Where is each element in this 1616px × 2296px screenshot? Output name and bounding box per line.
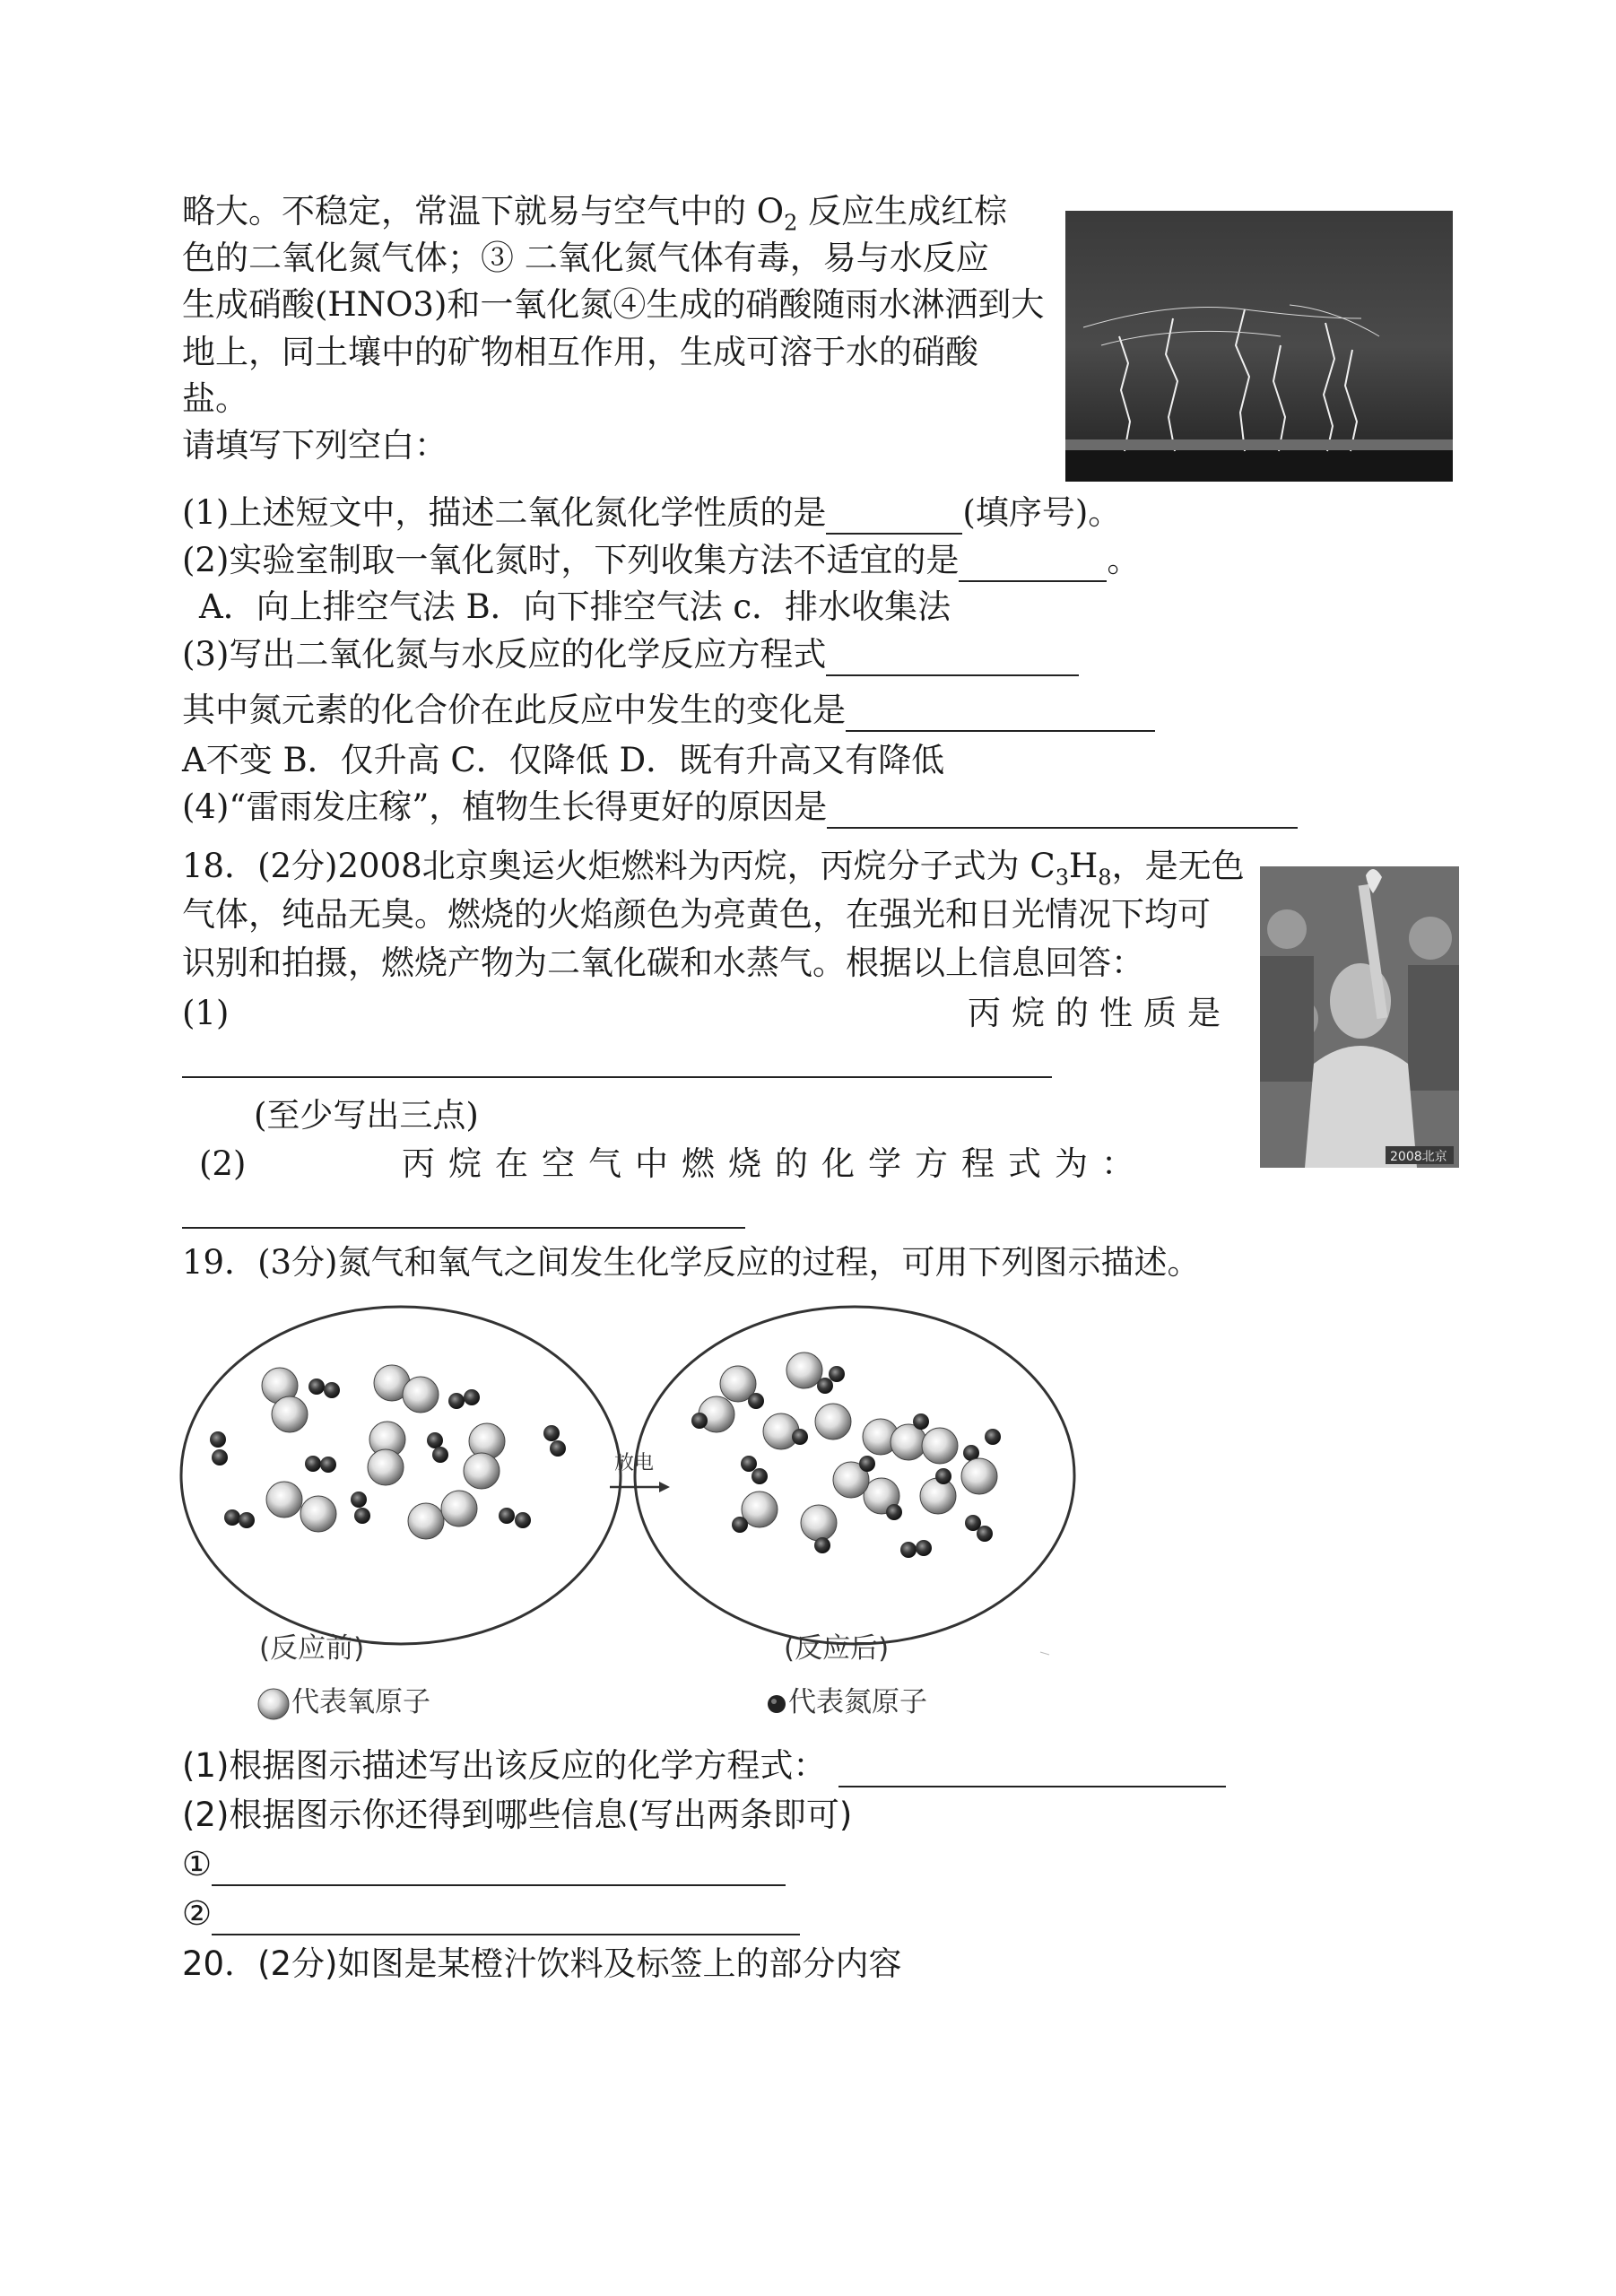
q17-part4-blank[interactable] bbox=[827, 793, 1298, 829]
intro-line-5: 盐。 bbox=[182, 379, 248, 418]
q18-part1-blank[interactable] bbox=[182, 1076, 1052, 1078]
arrow-label: 放电 bbox=[614, 1452, 655, 1474]
q18-part1-text: 丙烷的性质是 bbox=[968, 994, 1231, 1032]
q19-part1-blank[interactable] bbox=[838, 1752, 1226, 1787]
q17-part2-options: A．向上排空气法 B．向下排空气法 c．排水收集法 bbox=[199, 587, 951, 626]
q17-part4: (4)“雷雨发庄稼”，植物生长得更好的原因是 bbox=[182, 786, 1298, 829]
q17-part3-sub-blank[interactable] bbox=[846, 696, 1155, 732]
q19-item-2-blank[interactable] bbox=[212, 1900, 800, 1935]
q18-part2-text: 丙烷在空气中燃烧的化学方程式为： bbox=[402, 1144, 1148, 1183]
q17-part2: (2)实验室制取一氧化氮时，下列收集方法不适宜的是 。 bbox=[182, 539, 1140, 582]
intro-line-3: 生成硝酸(HNO3)和一氧化氮④生成的硝酸随雨水淋洒到大 bbox=[182, 285, 1045, 324]
q17-part2-blank[interactable] bbox=[959, 546, 1107, 582]
q17-part1: (1)上述短文中，描述二氧化氮化学性质的是 (填序号)。 bbox=[182, 491, 1121, 535]
q18-part1-note: (至少写出三点) bbox=[254, 1096, 479, 1135]
q18-part2-number: (2) bbox=[199, 1144, 247, 1183]
legend-oxygen bbox=[256, 1679, 430, 1722]
nitrogen-atom-icon bbox=[765, 1692, 788, 1716]
q18-line-3: 识别和拍摄，燃烧产物为二氧化碳和水蒸气。根据以上信息回答： bbox=[182, 944, 1144, 982]
lightning-photo bbox=[1065, 211, 1453, 482]
q17-part1-blank[interactable] bbox=[826, 499, 962, 535]
q19-item-2: ② bbox=[182, 1892, 800, 1935]
q17-part3-sub: 其中氮元素的化合价在此反应中发生的变化是 bbox=[182, 689, 1155, 732]
q19-part2: (2)根据图示你还得到哪些信息(写出两条即可) bbox=[182, 1796, 853, 1834]
legend-nitrogen bbox=[765, 1679, 927, 1719]
after-molecules bbox=[691, 1352, 1001, 1558]
torch-photo bbox=[1260, 866, 1459, 1168]
q18-part1 bbox=[182, 992, 1231, 1035]
q18-part2-blank[interactable] bbox=[182, 1227, 745, 1229]
q19-title: 19．(3分)氮气和氧气之间发生化学反应的过程，可用下列图示描述。 bbox=[182, 1243, 1201, 1282]
intro-line-2: 色的二氧化氮气体；③ 二氧化氮气体有毒，易与水反应 bbox=[182, 239, 989, 277]
legend-oxygen-text: 代表氧原子 bbox=[291, 1686, 430, 1718]
q18-line-2: 气体，纯品无臭。燃烧的火焰颜色为亮黄色，在强光和日光情况下均可 bbox=[182, 895, 1211, 934]
q18-part1-number: (1) bbox=[182, 994, 230, 1032]
torch-photo-caption: 2008北京 bbox=[1390, 1150, 1447, 1164]
intro-line-4: 地上，同土壤中的矿物相互作用，生成可溶于水的硝酸 bbox=[182, 333, 978, 371]
q19-part1: (1)根据图示描述写出该反应的化学方程式： bbox=[182, 1744, 1226, 1787]
legend-nitrogen-text: 代表氮原子 bbox=[788, 1686, 927, 1718]
q19-item-1-blank[interactable] bbox=[212, 1850, 786, 1886]
oxygen-atom-icon bbox=[256, 1686, 291, 1722]
q18-line-1: 18．(2分)2008北京奥运火炬燃料为丙烷，丙烷分子式为 $C_3H_8$，是无色 bbox=[182, 847, 1245, 891]
before-label: (反应前) bbox=[259, 1632, 365, 1665]
q20-title: 20．(2分)如图是某橙汁饮料及标签上的部分内容 bbox=[182, 1944, 902, 1983]
after-label: (反应后) bbox=[784, 1632, 890, 1665]
q17-part3: (3)写出二氧化氮与水反应的化学反应方程式 bbox=[182, 633, 1079, 676]
q17-part3-blank[interactable] bbox=[826, 640, 1079, 676]
intro-line-6: 请填写下列空白： bbox=[182, 426, 447, 465]
reaction-diagram bbox=[175, 1300, 1116, 1740]
q19-item-1: ① bbox=[182, 1843, 786, 1886]
intro-line-1: 略大。不稳定，常温下就易与空气中的 $O_2$ 反应生成红棕 bbox=[182, 192, 1008, 236]
q17-part3-options: A不变 B．仅升高 C．仅降低 D．既有升高又有降低 bbox=[182, 741, 945, 779]
